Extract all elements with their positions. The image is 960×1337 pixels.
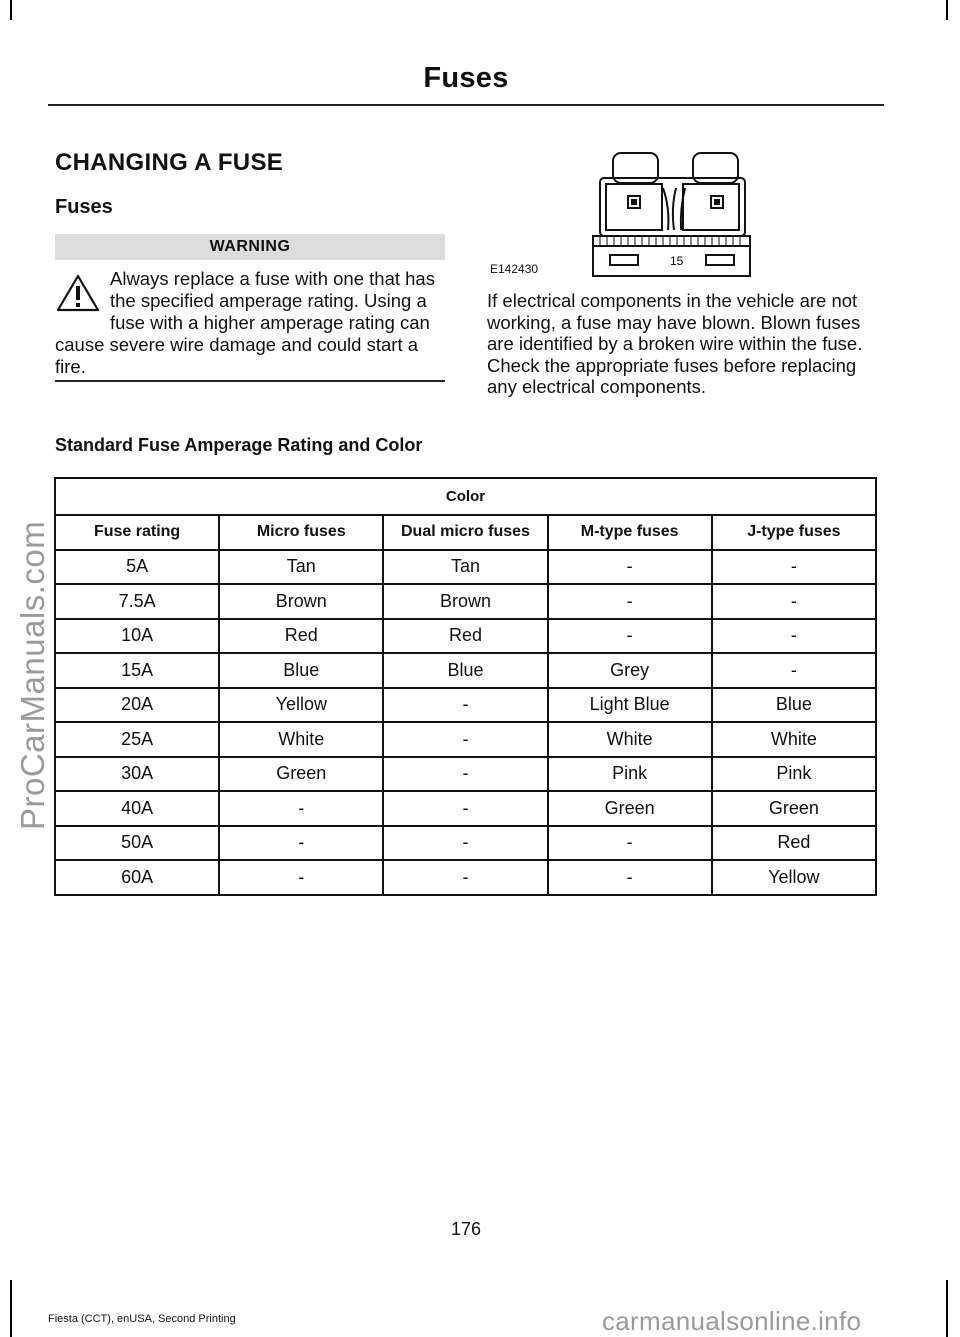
cell-micro: Tan <box>219 550 383 585</box>
cell-m-type: Green <box>548 791 712 826</box>
cell-dual-micro: Blue <box>383 653 547 688</box>
cell-micro: - <box>219 860 383 895</box>
cell-dual-micro: - <box>383 791 547 826</box>
cell-m-type: - <box>548 584 712 619</box>
table-row <box>55 688 876 723</box>
cell-j-type: Green <box>712 791 876 826</box>
cell-micro: - <box>219 826 383 861</box>
table-row <box>55 722 876 757</box>
col-header-m-type: M-type fuses <box>548 515 712 550</box>
table-row <box>55 860 876 895</box>
side-watermark: ProCarManuals.com <box>14 520 51 830</box>
cell-rating: 40A <box>55 791 219 826</box>
cell-m-type: Grey <box>548 653 712 688</box>
cell-micro: Green <box>219 757 383 792</box>
cell-rating: 60A <box>55 860 219 895</box>
cell-j-type: Pink <box>712 757 876 792</box>
cell-m-type: Light Blue <box>548 688 712 723</box>
cell-dual-micro: Red <box>383 619 547 654</box>
cell-dual-micro: - <box>383 688 547 723</box>
cell-rating: 50A <box>55 826 219 861</box>
col-header-j-type: J-type fuses <box>712 515 876 550</box>
col-header-micro: Micro fuses <box>219 515 383 550</box>
cell-m-type: White <box>548 722 712 757</box>
header-rule <box>48 104 884 106</box>
fuse-table <box>54 477 877 896</box>
cell-dual-micro: - <box>383 722 547 757</box>
cell-dual-micro: - <box>383 757 547 792</box>
cell-j-type: Yellow <box>712 860 876 895</box>
cell-j-type: Red <box>712 826 876 861</box>
crop-mark-bottom-right-v <box>946 1280 948 1337</box>
cell-j-type: - <box>712 619 876 654</box>
cell-rating: 25A <box>55 722 219 757</box>
col-header-fuse-rating: Fuse rating <box>55 515 219 550</box>
fuse-description: If electrical components in the vehicle are not working, a fuse may have blown. Blown fuses are identified by a broken wire within the fuse. Check the appropriate fuses before replacing any electrical components. <box>487 290 863 398</box>
table-row <box>55 619 876 654</box>
footer-text: Fiesta (CCT), enUSA, Second Printing <box>48 1313 236 1325</box>
warning-label: WARNING <box>55 234 445 260</box>
cell-j-type: - <box>712 584 876 619</box>
table-row <box>55 757 876 792</box>
cell-micro: Blue <box>219 653 383 688</box>
column-header-row <box>55 515 876 550</box>
cell-micro: Red <box>219 619 383 654</box>
cell-dual-micro: - <box>383 826 547 861</box>
cell-rating: 15A <box>55 653 219 688</box>
section-subtitle: Fuses <box>55 196 113 218</box>
table-row <box>55 550 876 585</box>
table-title: Standard Fuse Amperage Rating and Color <box>55 435 423 455</box>
color-group-header: Color <box>55 478 876 515</box>
cell-rating: 20A <box>55 688 219 723</box>
warning-text: Always replace a fuse with one that has the specified amperage rating. Using a fuse with a higher amperage rating can cause severe wire damage and could start a fire. <box>55 268 435 377</box>
crop-mark-top-right-v <box>946 0 948 20</box>
cell-j-type: - <box>712 653 876 688</box>
table-row <box>55 653 876 688</box>
cell-m-type: - <box>548 826 712 861</box>
page-header-title: Fuses <box>423 62 509 94</box>
table-row <box>55 826 876 861</box>
cell-j-type: White <box>712 722 876 757</box>
cell-j-type: Blue <box>712 688 876 723</box>
page-number: 176 <box>450 1219 482 1239</box>
cell-rating: 5A <box>55 550 219 585</box>
cell-m-type: - <box>548 619 712 654</box>
warning-rule <box>55 380 445 382</box>
cell-micro: White <box>219 722 383 757</box>
cell-micro: Yellow <box>219 688 383 723</box>
cell-m-type: - <box>548 860 712 895</box>
cell-rating: 10A <box>55 619 219 654</box>
warning-text-block <box>55 268 447 378</box>
table-row <box>55 584 876 619</box>
col-header-dual-micro: Dual micro fuses <box>383 515 547 550</box>
cell-dual-micro: Tan <box>383 550 547 585</box>
fuse-number-label: 15 <box>670 254 684 268</box>
section-title: CHANGING A FUSE <box>55 149 284 176</box>
cell-rating: 30A <box>55 757 219 792</box>
cell-dual-micro: - <box>383 860 547 895</box>
figure-id: E142430 <box>490 262 539 276</box>
cell-micro: - <box>219 791 383 826</box>
bottom-watermark: carmanualsonline.info <box>602 1306 862 1336</box>
crop-mark-top-left-v <box>10 0 12 20</box>
cell-micro: Brown <box>219 584 383 619</box>
fuse-illustration <box>488 148 878 278</box>
table-row <box>55 791 876 826</box>
cell-m-type: Pink <box>548 757 712 792</box>
crop-mark-bottom-left-v <box>10 1280 12 1337</box>
cell-rating: 7.5A <box>55 584 219 619</box>
cell-j-type: - <box>712 550 876 585</box>
cell-m-type: - <box>548 550 712 585</box>
cell-dual-micro: Brown <box>383 584 547 619</box>
